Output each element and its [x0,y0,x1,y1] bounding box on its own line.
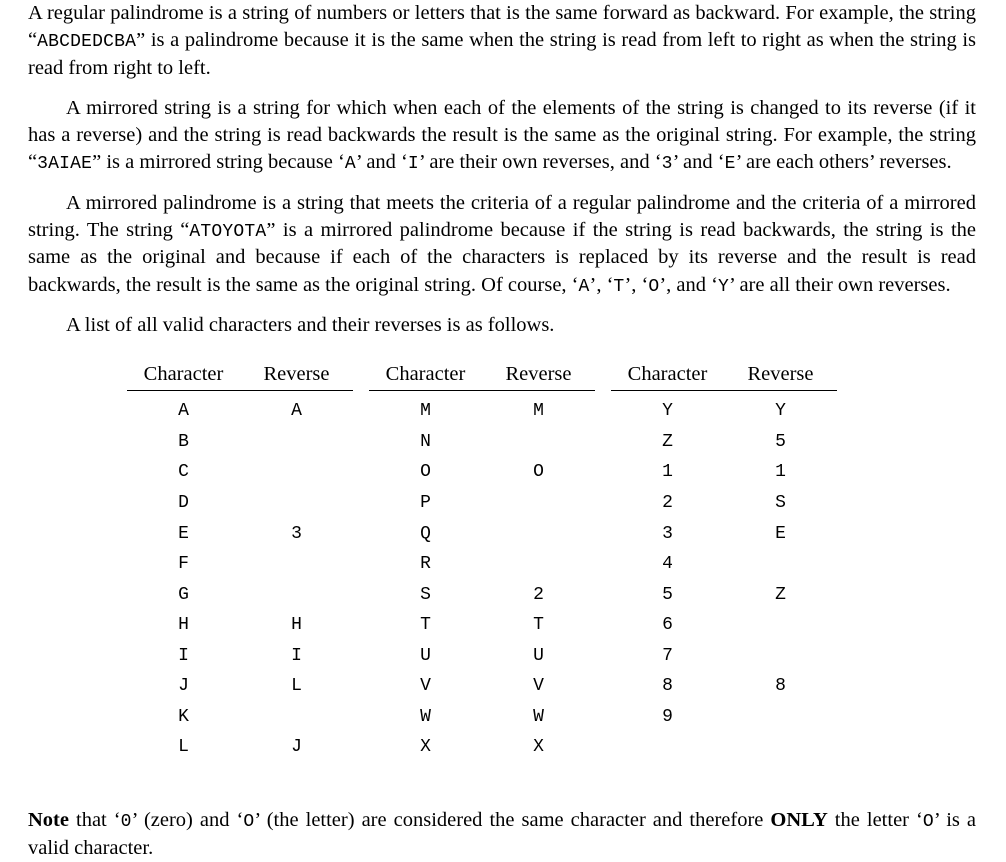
note-emphasis-0: Note [28,809,69,832]
table-cell-r2-c2: O [420,462,431,483]
para-2-text-8: ’, and ‘ [659,273,718,296]
table-cell-r5-c4: 4 [662,554,673,575]
table-cell-r9-c2: V [420,676,431,697]
table-cell-gap [353,550,369,581]
table-cell-r8-c3: U [533,645,544,666]
table-cell-r1-c0: B [178,431,189,452]
table-cell-r9-c5: 8 [775,676,786,697]
para-0-code-1: ABCDEDCBA [37,32,137,53]
col-header-reverse-1: Reverse [240,361,353,391]
table-cell-r10-c4: 9 [662,706,673,727]
table-cell-gap [353,519,369,550]
col-header-character-1: Character [127,361,240,391]
para-1-text-2: ” is a mirrored string because ‘ [92,150,345,173]
table-cell-r3-c0: D [178,492,189,513]
para-1-code-7: 3 [661,153,673,174]
header-gap-2 [595,361,611,391]
table-cell-r1-c1 [240,428,353,459]
character-reverse-table [127,361,837,763]
table-row [127,672,837,703]
table-cell-r7-c2: T [420,615,431,636]
para-1-code-1: 3AIAE [37,153,93,174]
table-row [127,580,837,611]
table-cell-r9-c4: 8 [662,676,673,697]
para-2-code-5: T [613,276,625,297]
table-row [127,458,837,489]
note-block [28,807,976,862]
table-cell-gap [595,391,611,428]
table-cell-gap [353,489,369,520]
table-cell-r0-c3: M [533,401,544,422]
table-cell-r2-c5: 1 [775,462,786,483]
para-1-text-4: ’ and ‘ [355,150,408,173]
table-cell-r6-c0: G [178,584,189,605]
para-2-text-0: A mirrored palindrome is a string that meets the criteria of a regular palindrome and the criteria of a mirrored string. The string “ [28,191,976,241]
table-row [127,641,837,672]
table-cell-gap [595,550,611,581]
table-header [127,361,837,391]
table-cell-r2-c3: O [533,462,544,483]
para-1-code-5: I [407,153,419,174]
table-cell-gap [353,580,369,611]
table-cell-r10-c3: W [533,706,544,727]
table-cell-r2-c1 [240,458,353,489]
table-cell-r6-c3: 2 [533,584,544,605]
para-2-code-3: A [578,276,590,297]
table-cell-gap [353,391,369,428]
para-1-code-3: A [344,153,356,174]
para-2-text-2: ” is a mirrored palindrome because if the string is read backwards, the string is the same as the original and because if each of the characters is replaced by its reverse and the result is read backwards, the result is the same as the original string. Of course, ‘ [28,218,976,296]
table-cell-gap [595,611,611,642]
table-cell-r9-c0: J [178,676,189,697]
para-2-text-6: ’, ‘ [624,273,649,296]
table-cell-r3-c3 [482,489,595,520]
para-1-text-10: ’ are each others’ reverses. [735,150,952,173]
table-cell-r4-c4: 3 [662,523,673,544]
table-row [127,428,837,459]
paragraph-regular-palindrome [28,0,976,82]
table-cell-r7-c4: 6 [662,615,673,636]
para-1-text-0: A mirrored string is a string for which when each of the elements of the string is changed to its reverse (if it has a reverse) and the string is read backwards the result is the same as the original string. For example, the string “ [28,96,976,173]
paragraph-mirrored-palindrome [28,190,976,300]
table-row [127,611,837,642]
para-1-text-6: ’ are their own reverses, and ‘ [418,150,662,173]
para-1-code-9: E [724,153,736,174]
table-cell-r11-c1: J [291,737,302,758]
note-text-1: that ‘ [68,809,121,832]
para-2-text-10: ’ are all their own reverses. [729,273,951,296]
table-cell-gap [353,611,369,642]
table-cell-r4-c3 [482,519,595,550]
table-cell-r8-c1: I [291,645,302,666]
note-text-9: ’ is a valid character. [28,809,976,860]
table-cell-r7-c5 [724,611,837,642]
note-paragraph [28,807,976,862]
table-cell-r10-c2: W [420,706,431,727]
table-cell-r8-c0: I [178,645,189,666]
table-row [127,519,837,550]
para-2-code-1: ATOYOTA [189,221,267,242]
table-cell-r10-c5 [724,702,837,733]
table-cell-r1-c2: N [420,431,431,452]
table-cell-r7-c3: T [533,615,544,636]
table-cell-r11-c3: X [533,737,544,758]
table-row [127,489,837,520]
table-cell-r2-c4: 1 [662,462,673,483]
note-text-7: the letter ‘ [827,809,923,832]
table-cell-r5-c5 [724,550,837,581]
table-cell-r3-c5: S [775,492,786,513]
table-cell-gap [595,672,611,703]
table-row [127,391,837,428]
table-cell-r7-c1: H [291,615,302,636]
para-2-code-9: Y [718,276,730,297]
para-3-text-0: A list of all valid characters and their reverses is as follows. [66,314,555,337]
table-cell-r0-c2: M [420,401,431,422]
col-header-reverse-3: Reverse [724,361,837,391]
table-cell-gap [595,458,611,489]
paragraph-list [28,0,976,339]
col-header-character-2: Character [369,361,482,391]
col-header-character-3: Character [611,361,724,391]
note-code-8: O [922,812,934,833]
table-cell-gap [595,519,611,550]
table-cell-r10-c0: K [178,706,189,727]
table-cell-r4-c1: 3 [291,523,302,544]
table-cell-gap [353,672,369,703]
character-reverse-table-wrapper [28,361,976,763]
para-1-text-8: ’ and ‘ [672,150,725,173]
table-cell-r1-c3 [482,428,595,459]
table-cell-r5-c3 [482,550,595,581]
table-cell-r6-c2: S [420,584,431,605]
note-code-4: O [243,812,255,833]
table-row [127,733,837,764]
col-header-reverse-2: Reverse [482,361,595,391]
table-cell-r5-c0: F [178,554,189,575]
table-cell-r4-c5: E [775,523,786,544]
table-cell-r0-c5: Y [775,401,786,422]
table-cell-gap [595,428,611,459]
para-0-text-2: ” is a palindrome because it is the same when the string is read from left to right as when the string is read from right to left. [28,29,976,79]
table-cell-r11-c2: X [420,737,431,758]
table-cell-gap [595,733,611,764]
table-cell-r1-c5: 5 [775,431,786,452]
paragraph-mirrored-string [28,95,976,177]
table-cell-r10-c1 [240,702,353,733]
table-cell-gap [353,733,369,764]
table-cell-r8-c5 [724,641,837,672]
table-cell-gap [595,580,611,611]
table-cell-r0-c4: Y [662,401,673,422]
table-cell-r4-c0: E [178,523,189,544]
table-cell-r3-c1 [240,489,353,520]
paragraph-character-list-intro [28,312,976,339]
table-cell-r0-c0: A [178,401,189,422]
para-2-code-7: O [648,276,660,297]
table-cell-r3-c2: P [420,492,431,513]
table-cell-r8-c4: 7 [662,645,673,666]
table-cell-r11-c4 [611,733,724,764]
note-code-2: 0 [120,812,132,833]
table-cell-gap [595,641,611,672]
table-cell-r4-c2: Q [420,523,431,544]
note-text-5: ’ (the letter) are considered the same character and therefore [254,809,771,832]
table-cell-r0-c1: A [291,401,302,422]
table-cell-r5-c2: R [420,554,431,575]
table-cell-r11-c5 [724,733,837,764]
table-body [127,391,837,763]
note-emphasis-6: ONLY [770,809,828,832]
table-cell-r6-c5: Z [775,584,786,605]
para-2-text-4: ’, ‘ [589,273,614,296]
table-cell-gap [353,428,369,459]
table-cell-r6-c1 [240,580,353,611]
table-cell-gap [353,641,369,672]
table-cell-gap [595,489,611,520]
table-cell-r7-c0: H [178,615,189,636]
table-cell-r11-c0: L [178,737,189,758]
table-cell-r1-c4: Z [662,431,673,452]
table-cell-gap [353,458,369,489]
note-text-3: ’ (zero) and ‘ [131,809,244,832]
table-cell-r6-c4: 5 [662,584,673,605]
table-cell-gap [353,702,369,733]
table-cell-r3-c4: 2 [662,492,673,513]
table-header-row [127,361,837,391]
para-0-text-0: A regular palindrome is a string of numbers or letters that is the same forward as backward. For example, the string “ [28,2,976,52]
table-cell-r8-c2: U [420,645,431,666]
table-row [127,550,837,581]
header-gap-1 [353,361,369,391]
table-row [127,702,837,733]
table-cell-r9-c1: L [291,676,302,697]
table-cell-gap [595,702,611,733]
table-cell-r9-c3: V [533,676,544,697]
table-cell-r2-c0: C [178,462,189,483]
table-cell-r5-c1 [240,550,353,581]
